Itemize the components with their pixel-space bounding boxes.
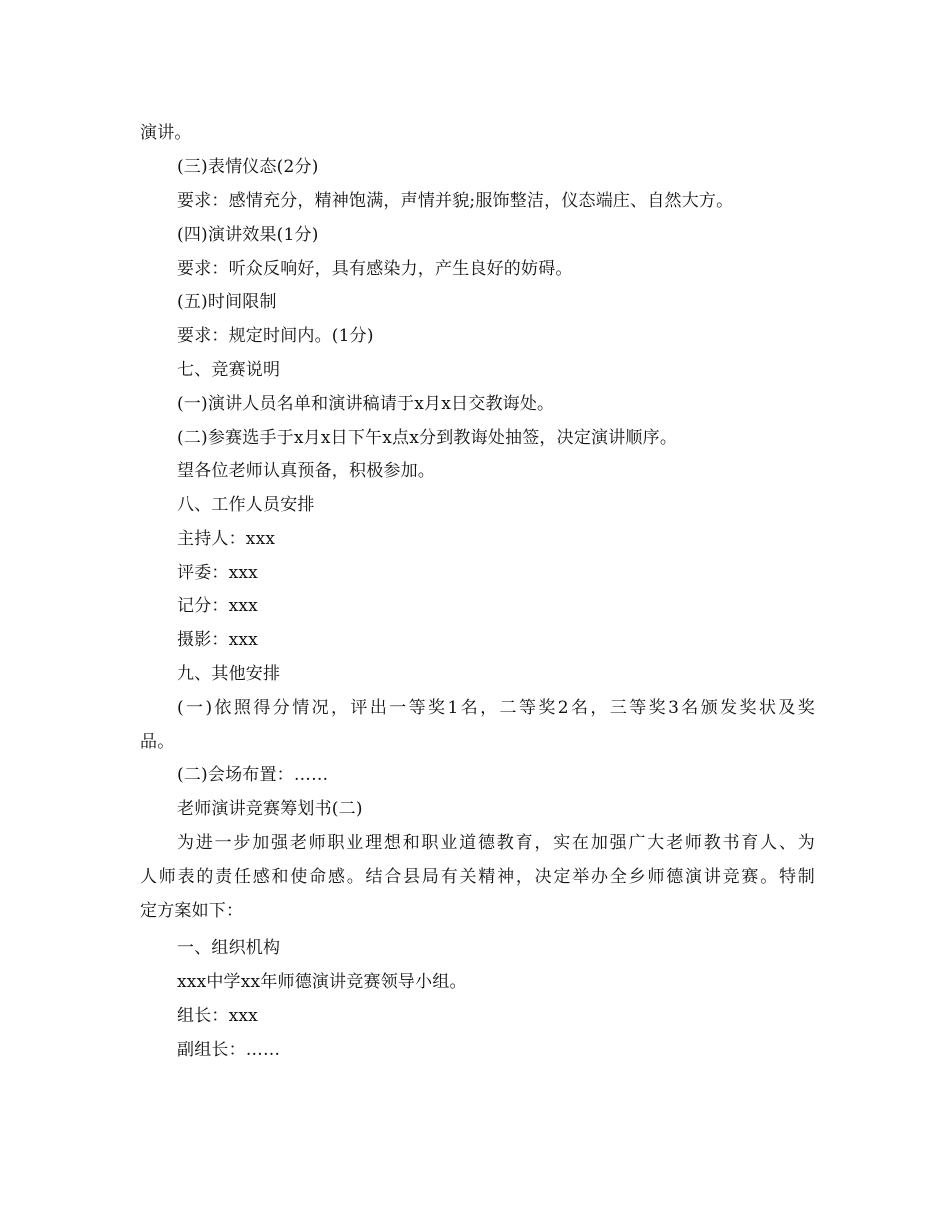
paragraph: (二)会场布置：…… [177,765,329,785]
paragraph: 主持人：xxx [177,529,276,549]
paragraph-continuation: 演讲。 [140,123,192,143]
paragraph: 摄影：xxx [177,630,258,650]
paragraph-continuation: 品。 [140,732,175,752]
paragraph: (二)参赛选手于x月x日下午x点x分到教诲处抽签，决定演讲顺序。 [177,428,678,448]
paragraph: 为进一步加强老师职业理想和职业道德教育，实在加强广大老师教书育人、为 [177,833,815,853]
paragraph: 记分：xxx [177,596,258,616]
paragraph-continuation: 人师表的责任感和使命感。结合县局有关精神，决定举办全乡师德演讲竞赛。特制 [140,867,815,887]
section-heading: 七、竞赛说明 [177,360,281,380]
section-heading: 九、其他安排 [177,664,281,684]
section-heading: (五)时间限制 [177,292,277,312]
section-heading: 一、组织机构 [177,938,281,958]
section-heading: (三)表情仪态(2分) [177,157,319,177]
paragraph: (一)依照得分情况，评出一等奖1名，二等奖2名，三等奖3名颁发奖状及奖 [177,698,815,718]
paragraph: 要求：感情充分，精神饱满，声情并貌;服饰整洁，仪态端庄、自然大方。 [177,191,734,211]
paragraph: 副组长：…… [177,1040,281,1060]
section-heading: (四)演讲效果(1分) [177,225,319,245]
paragraph: 望各位老师认真预备，积极参加。 [177,461,435,481]
section-heading: 八、工作人员安排 [177,495,315,515]
paragraph: 要求：听众反响好，具有感染力，产生良好的妨碍。 [177,259,573,279]
paragraph-continuation: 定方案如下： [140,901,244,921]
paragraph: xxx中学xx年师德演讲竞赛领导小组。 [177,972,467,992]
document-subtitle: 老师演讲竞赛筹划书(二) [177,799,363,819]
paragraph: (一)演讲人员名单和演讲稿请于x月x日交教诲处。 [177,394,555,414]
paragraph: 要求：规定时间内。(1分) [177,326,374,346]
paragraph: 组长：xxx [177,1006,258,1026]
paragraph: 评委：xxx [177,563,258,583]
